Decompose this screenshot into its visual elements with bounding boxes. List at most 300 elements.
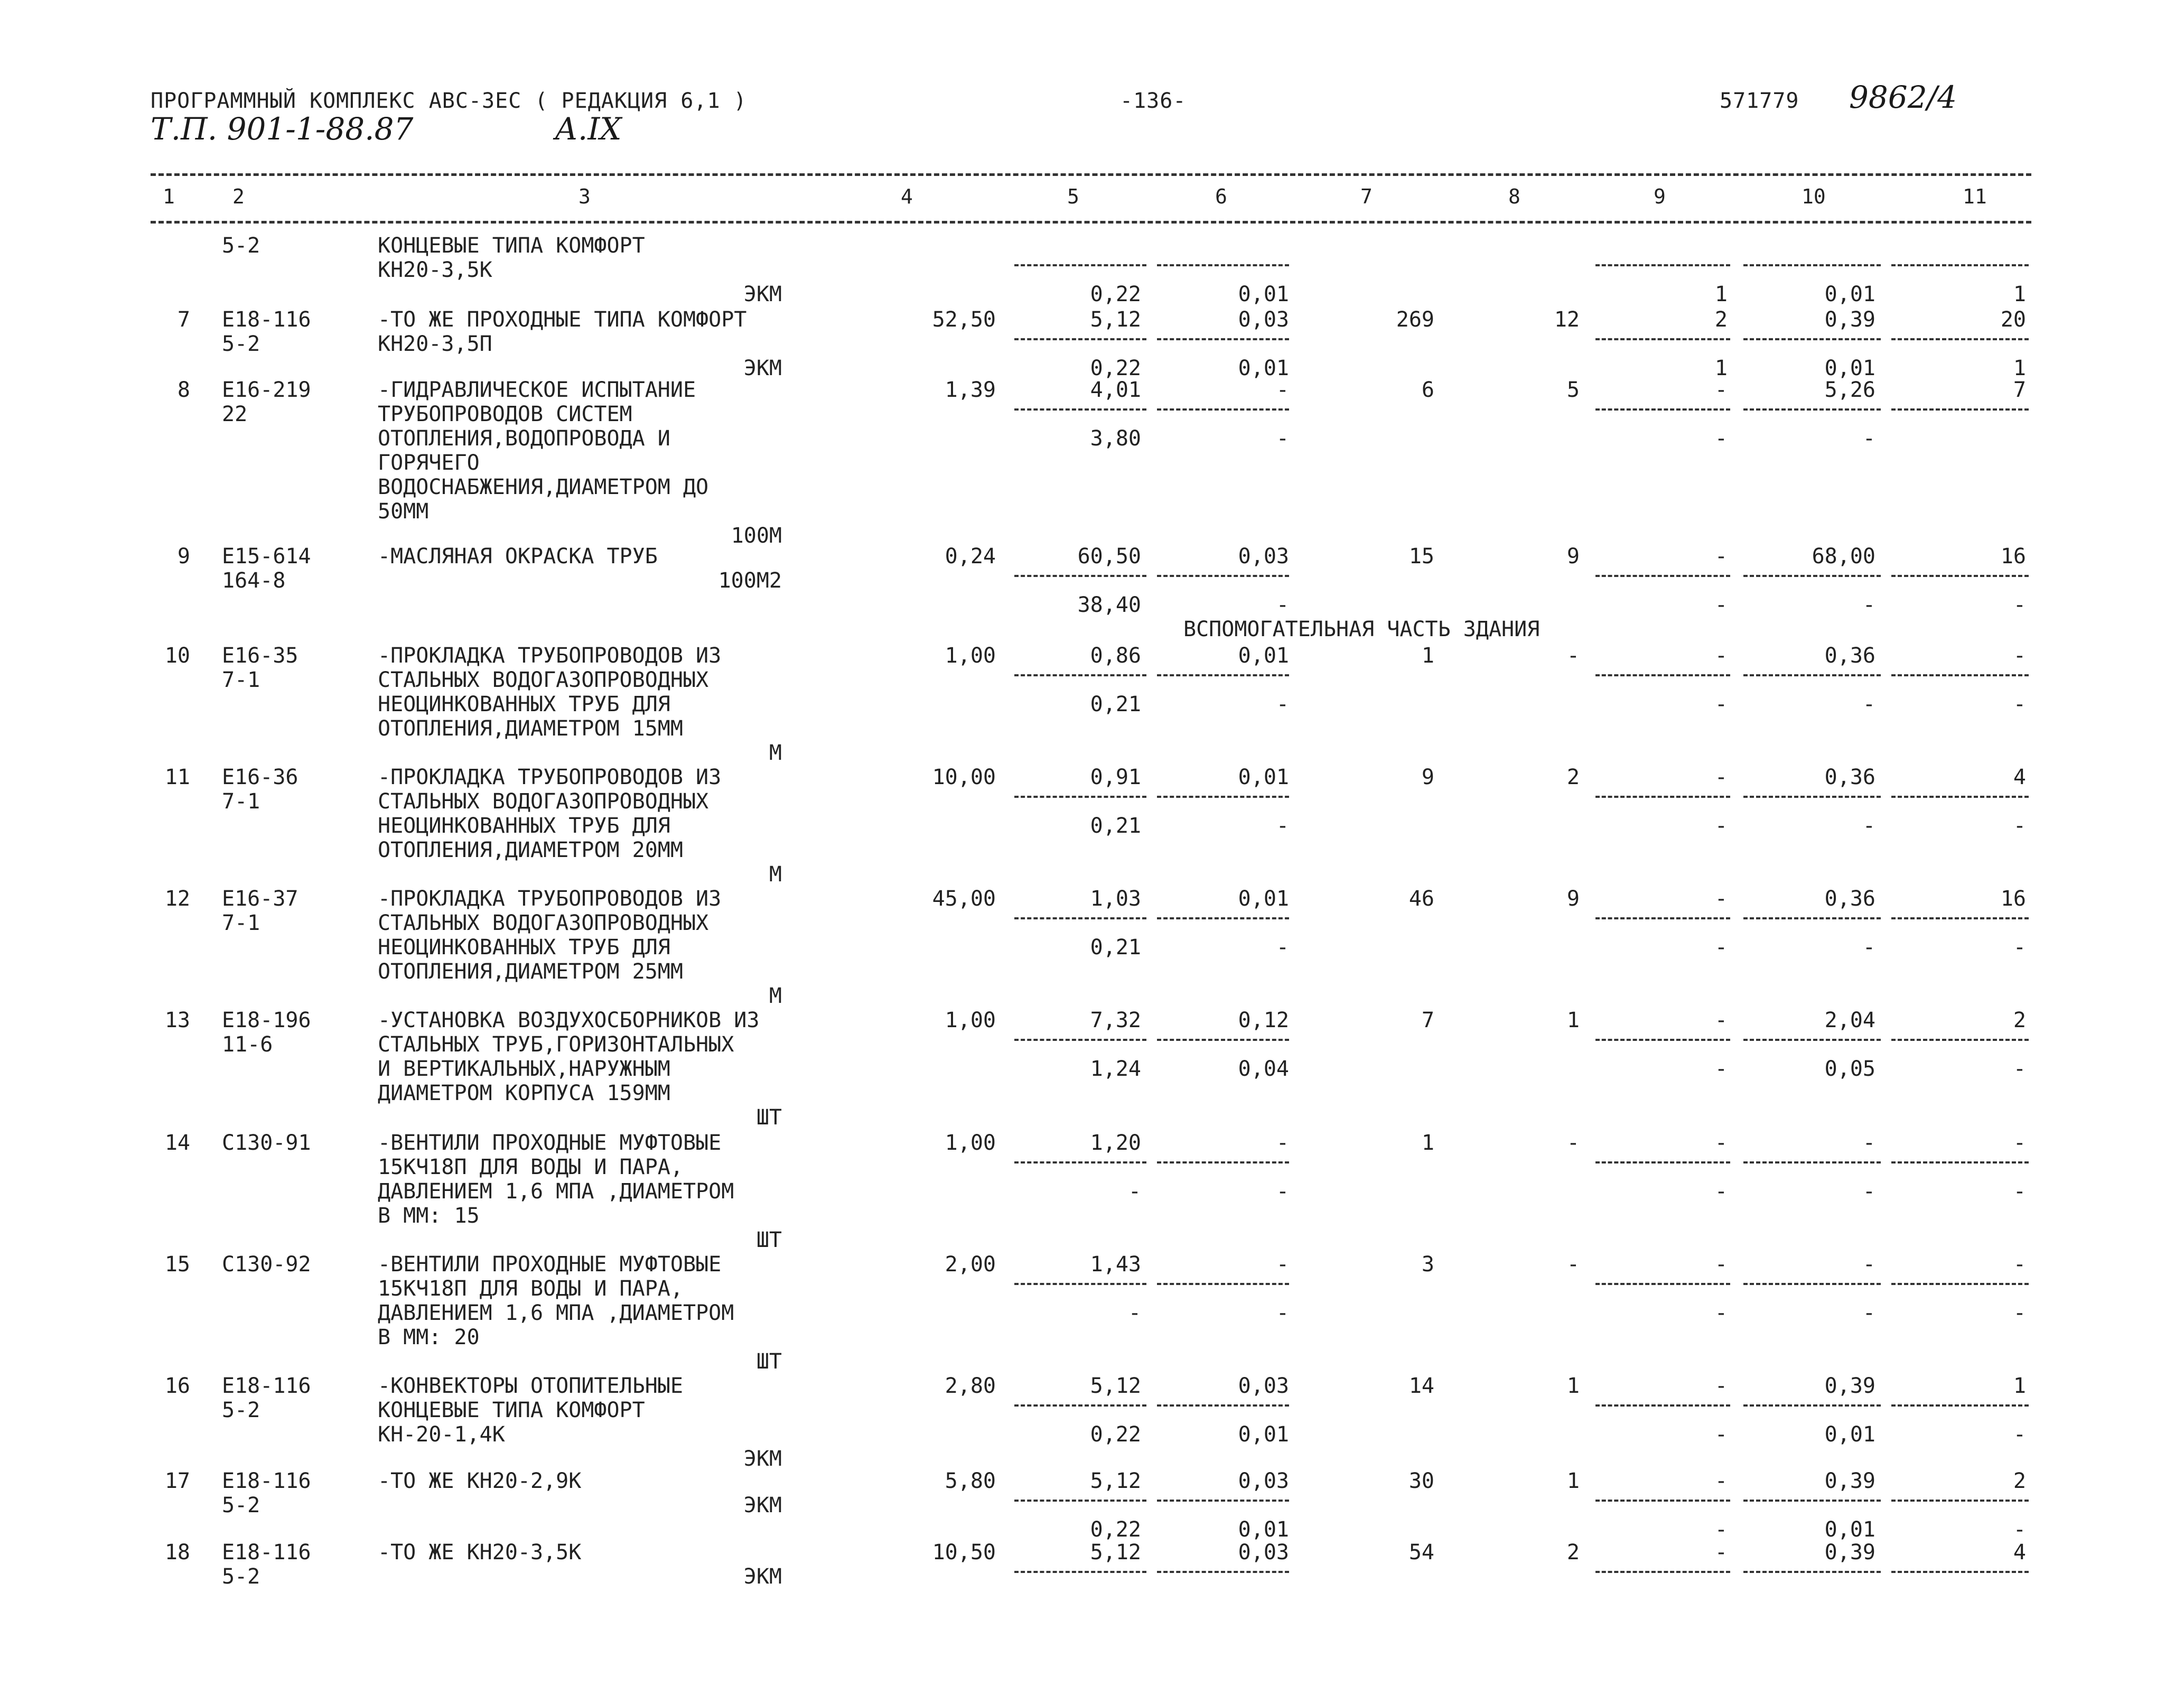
value-c9-bottom: - [1714, 692, 1728, 716]
cell-separator [1157, 1404, 1289, 1407]
cell-separator [1157, 408, 1289, 411]
value-c9-bottom: - [1714, 1518, 1728, 1542]
value-c6-top: - [1276, 378, 1289, 402]
cell-separator [1014, 1404, 1146, 1407]
quantity: 5,80 [945, 1469, 996, 1493]
column-number: 11 [1963, 185, 1987, 208]
work-description-line: ВОДОСНАБЖЕНИЯ,ДИАМЕТРОМ ДО [378, 475, 709, 499]
cell-separator [1891, 1283, 2029, 1285]
value-c7: 54 [1408, 1540, 1434, 1565]
cell-separator [1891, 1039, 2029, 1041]
quantity: 2,80 [945, 1374, 996, 1398]
work-description-line: КН20-3,5П [378, 332, 492, 356]
column-number: 4 [901, 185, 913, 208]
work-description-line: КН20-3,5К [378, 258, 492, 282]
row-number: 8 [177, 378, 190, 402]
cell-separator [1743, 917, 1881, 919]
value-c6-bottom: 0,04 [1238, 1057, 1289, 1081]
value-c11-top: 7 [2013, 378, 2026, 402]
column-number: 8 [1508, 185, 1520, 208]
page-number: -136- [1120, 89, 1187, 113]
norm-code: Е15-614 [222, 544, 311, 569]
column-number: 7 [1360, 185, 1373, 208]
cell-separator [1157, 1500, 1289, 1502]
value-c7: 3 [1421, 1252, 1434, 1277]
cell-separator [1743, 1404, 1881, 1407]
cell-separator [1891, 1161, 2029, 1163]
work-description-line: ОТОПЛЕНИЯ,ДИАМЕТРОМ 15ММ [378, 716, 683, 741]
quantity: 10,00 [932, 765, 996, 789]
value-c5-bottom: - [1128, 1179, 1141, 1204]
value-c10-bottom: 0,01 [1824, 282, 1875, 306]
cell-separator [1595, 1283, 1730, 1285]
norm-code-sub: 7-1 [222, 789, 260, 814]
cell-separator [1595, 1039, 1730, 1041]
value-c9-bottom: - [1714, 1422, 1728, 1447]
handwritten-code: 9862/4 [1849, 79, 1957, 115]
quantity: 10,50 [932, 1540, 996, 1565]
value-c9-bottom: - [1714, 1179, 1728, 1204]
value-c6-bottom: - [1276, 1301, 1289, 1325]
value-c9-bottom: - [1714, 814, 1728, 838]
cell-separator [1157, 1039, 1289, 1041]
value-c9-bottom: 1 [1714, 282, 1728, 306]
value-c6-bottom: 0,01 [1238, 356, 1289, 380]
value-c10-top: - [1862, 1252, 1875, 1277]
value-c6-bottom: - [1276, 692, 1289, 716]
value-c7: 6 [1421, 378, 1434, 402]
value-c10-bottom: 0,05 [1824, 1057, 1875, 1081]
work-description-line: -ВЕНТИЛИ ПРОХОДНЫЕ МУФТОВЫЕ [378, 1252, 722, 1277]
norm-code: Е16-36 [222, 765, 298, 789]
value-c9-top: - [1714, 378, 1728, 402]
value-c10-top: 0,39 [1824, 1374, 1875, 1398]
value-c6-top: 0,03 [1238, 1374, 1289, 1398]
value-c11-top: 2 [2013, 1469, 2026, 1493]
cell-separator [1743, 674, 1881, 676]
value-c10-bottom: - [1862, 1301, 1875, 1325]
value-c8: 1 [1566, 1008, 1580, 1032]
value-c5-top: 5,12 [1090, 1469, 1141, 1493]
row-number: 18 [164, 1540, 190, 1565]
value-c9-top: - [1714, 1131, 1728, 1155]
value-c11-top: - [2013, 644, 2026, 668]
norm-code: С130-92 [222, 1252, 311, 1277]
norm-code-sub: 7-1 [222, 911, 260, 935]
value-c11-top: 2 [2013, 1008, 2026, 1032]
value-c8: 1 [1566, 1469, 1580, 1493]
cell-separator [1891, 575, 2029, 577]
value-c11-bottom: - [2013, 1057, 2026, 1081]
value-c11-top: 4 [2013, 765, 2026, 789]
value-c5-top: 0,91 [1090, 765, 1141, 789]
cell-separator [1743, 338, 1881, 340]
cell-separator [1891, 1571, 2029, 1573]
value-c5-bottom: 0,21 [1090, 692, 1141, 716]
work-description-line: -ТО ЖЕ ПРОХОДНЫЕ ТИПА КОМФОРТ [378, 308, 747, 332]
value-c6-top: 0,01 [1238, 765, 1289, 789]
cell-separator [1014, 674, 1146, 676]
work-description-line: НЕОЦИНКОВАННЫХ ТРУБ ДЛЯ [378, 692, 670, 716]
value-c11-top: 16 [2000, 544, 2026, 569]
value-c10-bottom: 0,01 [1824, 356, 1875, 380]
cell-separator [1157, 1571, 1289, 1573]
value-c10-top: 0,36 [1824, 887, 1875, 911]
norm-code-sub: 11-6 [222, 1032, 273, 1057]
cell-separator [1891, 796, 2029, 798]
work-description-line: -ПРОКЛАДКА ТРУБОПРОВОДОВ ИЗ [378, 887, 722, 911]
value-c6-top: 0,03 [1238, 1540, 1289, 1565]
row-number: 9 [177, 544, 190, 569]
cell-separator [1595, 1404, 1730, 1407]
value-c9-bottom: - [1714, 426, 1728, 451]
unit-of-measure: ШТ [756, 1105, 782, 1130]
column-number: 5 [1067, 185, 1079, 208]
cell-separator [1014, 1500, 1146, 1502]
value-c9-top: - [1714, 544, 1728, 569]
unit-of-measure: М [769, 741, 782, 765]
value-c7: 1 [1421, 644, 1434, 668]
value-c6-top: - [1276, 1131, 1289, 1155]
value-c7: 30 [1408, 1469, 1434, 1493]
value-c7: 46 [1408, 887, 1434, 911]
norm-code: Е18-116 [222, 308, 311, 332]
cell-separator [1891, 408, 2029, 411]
value-c6-bottom: 0,01 [1238, 1422, 1289, 1447]
value-c11-top: 4 [2013, 1540, 2026, 1565]
cell-separator [1157, 575, 1289, 577]
value-c8: 2 [1566, 1540, 1580, 1565]
work-description-line: -ТО ЖЕ КН20-3,5К [378, 1540, 582, 1565]
unit-of-measure: 100М2 [718, 569, 782, 593]
work-description-line: 15КЧ18П ДЛЯ ВОДЫ И ПАРА, [378, 1277, 683, 1301]
cell-separator [1743, 1039, 1881, 1041]
cell-separator [1014, 1571, 1146, 1573]
row-number: 10 [164, 644, 190, 668]
work-description-line: КОНЦЕВЫЕ ТИПА КОМФОРТ [378, 234, 645, 258]
value-c10-top: 0,39 [1824, 1540, 1875, 1565]
value-c11-bottom: - [2013, 1179, 2026, 1204]
cell-separator [1891, 1500, 2029, 1502]
cell-separator [1014, 1283, 1146, 1285]
work-description-line: -ВЕНТИЛИ ПРОХОДНЫЕ МУФТОВЫЕ [378, 1131, 722, 1155]
cell-separator [1157, 917, 1289, 919]
cell-separator [1891, 264, 2029, 266]
work-description-line: ДАВЛЕНИЕМ 1,6 МПА ,ДИАМЕТРОМ [378, 1301, 734, 1325]
value-c10-bottom: - [1862, 426, 1875, 451]
work-description-line: КОНЦЕВЫЕ ТИПА КОМФОРТ [378, 1398, 645, 1422]
work-description-line: ОТОПЛЕНИЯ,ВОДОПРОВОДА И [378, 426, 670, 451]
value-c6-top: 0,12 [1238, 1008, 1289, 1032]
work-description-line: И ВЕРТИКАЛЬНЫХ,НАРУЖНЫМ [378, 1057, 670, 1081]
norm-code: Е18-116 [222, 1374, 311, 1398]
cell-separator [1014, 796, 1146, 798]
handwritten-tp: Т.П. 901-1-88.87 [151, 111, 414, 147]
value-c11-top: 16 [2000, 887, 2026, 911]
row-number: 13 [164, 1008, 190, 1032]
value-c10-bottom: - [1862, 692, 1875, 716]
cell-separator [1743, 1571, 1881, 1573]
column-number: 6 [1215, 185, 1227, 208]
work-description-line: СТАЛЬНЫХ ВОДОГАЗОПРОВОДНЫХ [378, 668, 709, 692]
value-c7: 9 [1421, 765, 1434, 789]
work-description-line: НЕОЦИНКОВАННЫХ ТРУБ ДЛЯ [378, 814, 670, 838]
unit-of-measure: М [769, 862, 782, 887]
quantity: 1,00 [945, 644, 996, 668]
value-c10-bottom: 0,01 [1824, 1518, 1875, 1542]
cell-separator [1743, 1283, 1881, 1285]
norm-code-sub: 164-8 [222, 569, 286, 593]
value-c5-top: 5,12 [1090, 1540, 1141, 1565]
work-description-line: -ПРОКЛАДКА ТРУБОПРОВОДОВ ИЗ [378, 644, 722, 668]
value-c6-bottom: 0,01 [1238, 282, 1289, 306]
cell-separator [1743, 575, 1881, 577]
value-c5-top: 60,50 [1077, 544, 1141, 569]
norm-code-sub: 5-2 [222, 1493, 260, 1518]
value-c9-top: - [1714, 1540, 1728, 1565]
cell-separator [1595, 575, 1730, 577]
norm-code-sub: 5-2 [222, 1398, 260, 1422]
value-c11-top: 1 [2013, 1374, 2026, 1398]
unit-of-measure: ЭКМ [743, 1447, 782, 1471]
value-c6-bottom: - [1276, 814, 1289, 838]
norm-code: Е18-196 [222, 1008, 311, 1032]
value-c6-bottom: - [1276, 1179, 1289, 1204]
value-c5-bottom: 38,40 [1077, 593, 1141, 617]
value-c11-bottom: - [2013, 1301, 2026, 1325]
cell-separator [1014, 408, 1146, 411]
work-description-line: ГОРЯЧЕГО [378, 451, 480, 475]
value-c10-top: 0,39 [1824, 1469, 1875, 1493]
section-title: ВСПОМОГАТЕЛЬНАЯ ЧАСТЬ ЗДАНИЯ [1183, 617, 1540, 641]
work-description-line: СТАЛЬНЫХ ВОДОГАЗОПРОВОДНЫХ [378, 911, 709, 935]
unit-of-measure: М [769, 984, 782, 1008]
handwritten-album: А.IX [555, 111, 622, 147]
value-c8: 2 [1566, 765, 1580, 789]
value-c9-top: - [1714, 1008, 1728, 1032]
value-c5-bottom: 0,22 [1090, 1422, 1141, 1447]
value-c9-top: - [1714, 1374, 1728, 1398]
value-c8: 5 [1566, 378, 1580, 402]
unit-of-measure: ЭКМ [743, 356, 782, 380]
norm-code-sub: 7-1 [222, 668, 260, 692]
value-c11-bottom: - [2013, 593, 2026, 617]
cell-separator [1743, 1500, 1881, 1502]
value-c5-bottom: 3,80 [1090, 426, 1141, 451]
norm-code: Е16-219 [222, 378, 311, 402]
cell-separator [1891, 338, 2029, 340]
quantity: 2,00 [945, 1252, 996, 1277]
value-c8: 9 [1566, 887, 1580, 911]
value-c9-top: - [1714, 1252, 1728, 1277]
cell-separator [1743, 796, 1881, 798]
value-c8: 9 [1566, 544, 1580, 569]
work-description-line: СТАЛЬНЫХ ВОДОГАЗОПРОВОДНЫХ [378, 789, 709, 814]
value-c11-bottom: 1 [2013, 356, 2026, 380]
value-c11-bottom: - [2013, 692, 2026, 716]
value-c6-top: 0,03 [1238, 308, 1289, 332]
value-c10-top: 0,36 [1824, 644, 1875, 668]
work-description-line: ОТОПЛЕНИЯ,ДИАМЕТРОМ 25ММ [378, 960, 683, 984]
cell-separator [1743, 1161, 1881, 1163]
norm-code-sub: 22 [222, 402, 248, 426]
value-c11-bottom: - [2013, 1518, 2026, 1542]
cell-separator [1157, 338, 1289, 340]
value-c10-bottom: - [1862, 593, 1875, 617]
cell-separator [1595, 674, 1730, 676]
cell-separator [1595, 1571, 1730, 1573]
value-c11-bottom: - [2013, 814, 2026, 838]
work-description-line: -ПРОКЛАДКА ТРУБОПРОВОДОВ ИЗ [378, 765, 722, 789]
value-c5-bottom: 0,21 [1090, 814, 1141, 838]
unit-of-measure: ШТ [756, 1228, 782, 1252]
value-c5-bottom: 0,22 [1090, 282, 1141, 306]
norm-code: Е18-116 [222, 1469, 311, 1493]
column-number: 2 [232, 185, 245, 208]
work-description-line: СТАЛЬНЫХ ТРУБ,ГОРИЗОНТАЛЬНЫХ [378, 1032, 734, 1057]
value-c5-top: 7,32 [1090, 1008, 1141, 1032]
value-c5-bottom: 1,24 [1090, 1057, 1141, 1081]
value-c10-top: 2,04 [1824, 1008, 1875, 1032]
value-c10-top: 5,26 [1824, 378, 1875, 402]
cell-separator [1891, 674, 2029, 676]
value-c5-bottom: 0,22 [1090, 356, 1141, 380]
value-c8: - [1566, 1252, 1580, 1277]
value-c9-top: - [1714, 887, 1728, 911]
value-c11-bottom: - [2013, 1422, 2026, 1447]
value-c7: 15 [1408, 544, 1434, 569]
value-c10-bottom: - [1862, 935, 1875, 960]
value-c9-top: 2 [1714, 308, 1728, 332]
row-number: 17 [164, 1469, 190, 1493]
value-c5-top: 4,01 [1090, 378, 1141, 402]
value-c5-top: 5,12 [1090, 1374, 1141, 1398]
quantity: 45,00 [932, 887, 996, 911]
unit-of-measure: ШТ [756, 1349, 782, 1374]
value-c6-top: 0,01 [1238, 887, 1289, 911]
work-description-line: ОТОПЛЕНИЯ,ДИАМЕТРОМ 20ММ [378, 838, 683, 862]
value-c5-top: 1,03 [1090, 887, 1141, 911]
value-c9-top: - [1714, 1469, 1728, 1493]
work-description-line: -МАСЛЯНАЯ ОКРАСКА ТРУБ [378, 544, 658, 569]
header-rule-top [151, 173, 2031, 176]
cell-separator [1157, 674, 1289, 676]
value-c9-bottom: - [1714, 593, 1728, 617]
work-description-line: 50ММ [378, 499, 429, 524]
norm-code: С130-91 [222, 1131, 311, 1155]
work-description-line: ДАВЛЕНИЕМ 1,6 МПА ,ДИАМЕТРОМ [378, 1179, 734, 1204]
unit-of-measure: ЭКМ [743, 282, 782, 306]
value-c10-bottom: - [1862, 814, 1875, 838]
cell-separator [1014, 1161, 1146, 1163]
value-c9-bottom: - [1714, 1301, 1728, 1325]
column-number: 3 [578, 185, 591, 208]
cell-separator [1157, 796, 1289, 798]
row-number: 11 [164, 765, 190, 789]
row-number: 7 [177, 308, 190, 332]
quantity: 1,00 [945, 1008, 996, 1032]
cell-separator [1595, 917, 1730, 919]
value-c5-bottom: 0,21 [1090, 935, 1141, 960]
column-number: 1 [163, 185, 175, 208]
cell-separator [1595, 796, 1730, 798]
value-c6-bottom: - [1276, 593, 1289, 617]
work-description-line: НЕОЦИНКОВАННЫХ ТРУБ ДЛЯ [378, 935, 670, 960]
value-c9-top: - [1714, 644, 1728, 668]
norm-code: Е16-35 [222, 644, 298, 668]
cell-separator [1014, 338, 1146, 340]
cell-separator [1595, 1500, 1730, 1502]
value-c5-bottom: 0,22 [1090, 1518, 1141, 1542]
row-number: 16 [164, 1374, 190, 1398]
value-c8: - [1566, 1131, 1580, 1155]
value-c9-bottom: - [1714, 1057, 1728, 1081]
value-c5-top: 1,20 [1090, 1131, 1141, 1155]
value-c10-top: 0,36 [1824, 765, 1875, 789]
value-c6-top: 0,03 [1238, 1469, 1289, 1493]
work-description-line: 15КЧ18П ДЛЯ ВОДЫ И ПАРА, [378, 1155, 683, 1179]
norm-code-sub: 5-2 [222, 332, 260, 356]
work-description-line: В ММ: 15 [378, 1204, 480, 1228]
value-c11-top: - [2013, 1252, 2026, 1277]
value-c8: 12 [1554, 308, 1580, 332]
value-c6-top: - [1276, 1252, 1289, 1277]
value-c7: 269 [1396, 308, 1434, 332]
value-c10-top: 0,39 [1824, 308, 1875, 332]
header-rule-bottom [151, 221, 2031, 224]
work-description-line: ТРУБОПРОВОДОВ СИСТЕМ [378, 402, 632, 426]
work-description-line: -КОНВЕКТОРЫ ОТОПИТЕЛЬНЫЕ [378, 1374, 683, 1398]
row-number: 15 [164, 1252, 190, 1277]
norm-code: 5-2 [222, 234, 260, 258]
value-c6-top: 0,03 [1238, 544, 1289, 569]
column-number: 10 [1802, 185, 1826, 208]
work-description-line: -ГИДРАВЛИЧЕСКОЕ ИСПЫТАНИЕ [378, 378, 696, 402]
value-c10-top: - [1862, 1131, 1875, 1155]
value-c9-bottom: - [1714, 935, 1728, 960]
value-c8: 1 [1566, 1374, 1580, 1398]
cell-separator [1157, 1161, 1289, 1163]
value-c5-bottom: - [1128, 1301, 1141, 1325]
value-c11-top: - [2013, 1131, 2026, 1155]
cell-separator [1891, 1404, 2029, 1407]
code-number: 571779 [1720, 89, 1799, 113]
work-description-line: -ТО ЖЕ КН20-2,9К [378, 1469, 582, 1493]
value-c6-top: 0,01 [1238, 644, 1289, 668]
cell-separator [1595, 338, 1730, 340]
cell-separator [1595, 264, 1730, 266]
row-number: 14 [164, 1131, 190, 1155]
cell-separator [1014, 917, 1146, 919]
value-c7: 14 [1408, 1374, 1434, 1398]
quantity: 0,24 [945, 544, 996, 569]
value-c10-bottom: - [1862, 1179, 1875, 1204]
unit-of-measure: 100М [731, 524, 782, 548]
unit-of-measure: ЭКМ [743, 1493, 782, 1518]
unit-of-measure: ЭКМ [743, 1565, 782, 1589]
cell-separator [1743, 408, 1881, 411]
work-description-line: В ММ: 20 [378, 1325, 480, 1349]
quantity: 1,00 [945, 1131, 996, 1155]
value-c6-bottom: - [1276, 426, 1289, 451]
norm-code: Е18-116 [222, 1540, 311, 1565]
program-title: ПРОГРАММНЫЙ КОМПЛЕКС АВС-ЗЕС ( РЕДАКЦИЯ 6,1 ) [151, 89, 747, 113]
value-c10-bottom: 0,01 [1824, 1422, 1875, 1447]
cell-separator [1014, 575, 1146, 577]
norm-code: Е16-37 [222, 887, 298, 911]
value-c5-top: 1,43 [1090, 1252, 1141, 1277]
cell-separator [1157, 264, 1289, 266]
